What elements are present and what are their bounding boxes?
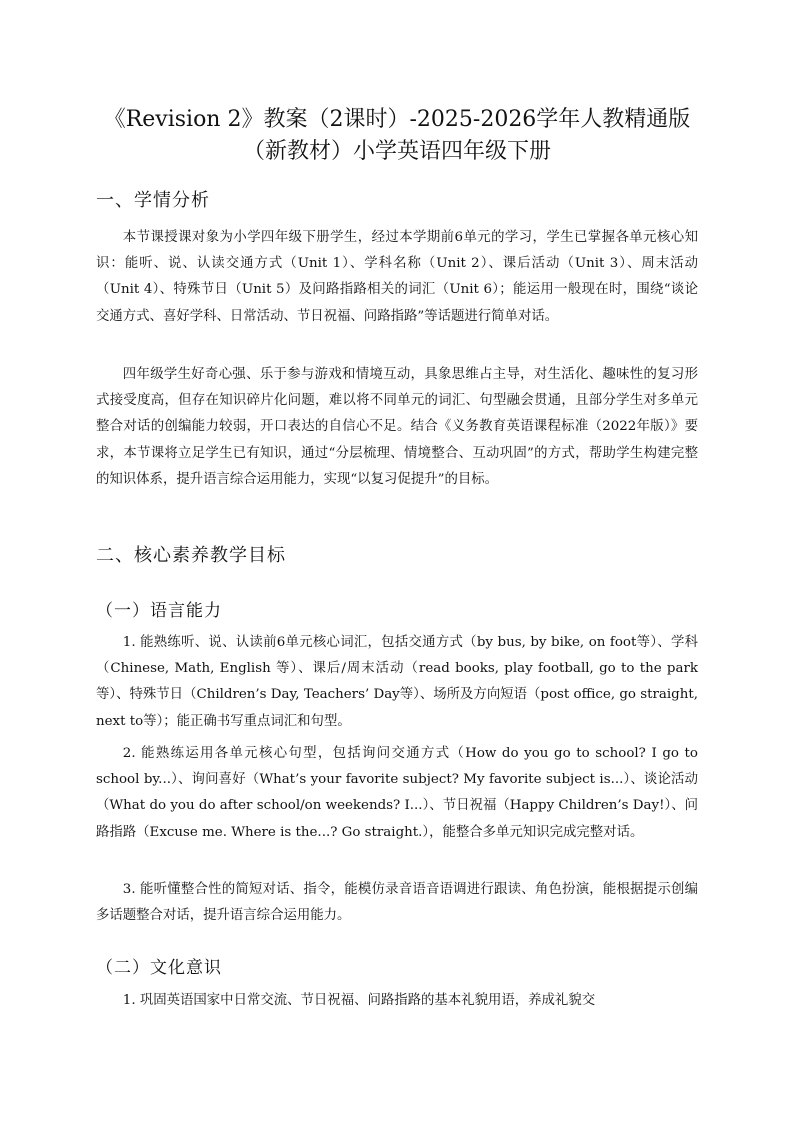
document-title [60,104,734,168]
paragraph-learner-analysis-2: 四年级学生好奇心强、乐于参与游戏和情境互动，具象思维占主导，对生活化、趣味性的复习形式接受度高，但存在知识碎片化问题，难以将不同单元的词汇、句型融会贯通，且部分学生对多单元整合对话的创编能力较弱，开口表达的自信心不足。结合《义务教育英语课程标准（2022年版）》要求，本节课将立足学生已有知识，通过“分层梳理、情境整合、互动巩固”的方式，帮助学生构建完整的知识体系，提升语言综合运用能力，实现“以复习促提升”的目标。 [96,367,698,487]
paragraph-learner-analysis-1: 本节课授课对象为小学四年级下册学生，经过本学期前6单元的学习，学生已掌握各单元核心知识：能听、说、认读交通方式（Unit 1）、学科名称（Unit 2）、课后活动（Unit 3）、周末活动（Unit 4）、特殊节日（Unit 5）及问路指路相关的词汇（Unit 6）；能运用一般现在时，围绕“谈论交通方式、喜好学科、日常活动、节日祝福、问路指路”等话题进行简单对话。 [96,230,698,324]
section-heading-core-objectives: 二、核心素养教学目标 [96,545,286,566]
objective-item-1: 1. 能熟练听、说、认读前6单元核心词汇，包括交通方式（by bus, by bike, on foot等）、学科（Chinese, Math, English 等）、课后/周末活动（read books, play football, go to the park等）、特殊节日（Children’s Day, Teachers’ Day等）、场所及方向短语（post office, go straight, next to等）；能正确书写重点词汇和句型。 [96,635,698,729]
cultural-item-1: 1. 巩固英语国家中日常交流、节日祝福、问路指路的基本礼貌用语，养成礼貌交 [122,993,596,1008]
subsection-heading-cultural-awareness: （二）文化意识 [96,958,222,978]
objective-item-2: 2. 能熟练运用各单元核心句型，包括询问交通方式（How do you go to school? I go to school by...）、询问喜好（What’s your favorite subject? My favorite subject is...）、谈论活动（What do you do after school/on weekends? I...）、节日祝福（Happy Children’s Day!）、问路指路（Excuse me. Where is the...? Go straight.），能整合多单元知识完成完整对话。 [96,746,698,840]
subsection-heading-language-ability: （一）语言能力 [96,601,222,621]
title-line-1: 《Revision 2》教案（2课时）-2025-2026学年人教精通版 [103,107,691,132]
section-heading-learner-analysis: 一、学情分析 [96,190,210,211]
objective-item-3: 3. 能听懂整合性的简短对话、指令，能模仿录音语音语调进行跟读、角色扮演，能根据提示创编多话题整合对话，提升语言综合运用能力。 [96,882,698,924]
title-line-2: （新教材）小学英语四年级下册 [242,139,551,164]
